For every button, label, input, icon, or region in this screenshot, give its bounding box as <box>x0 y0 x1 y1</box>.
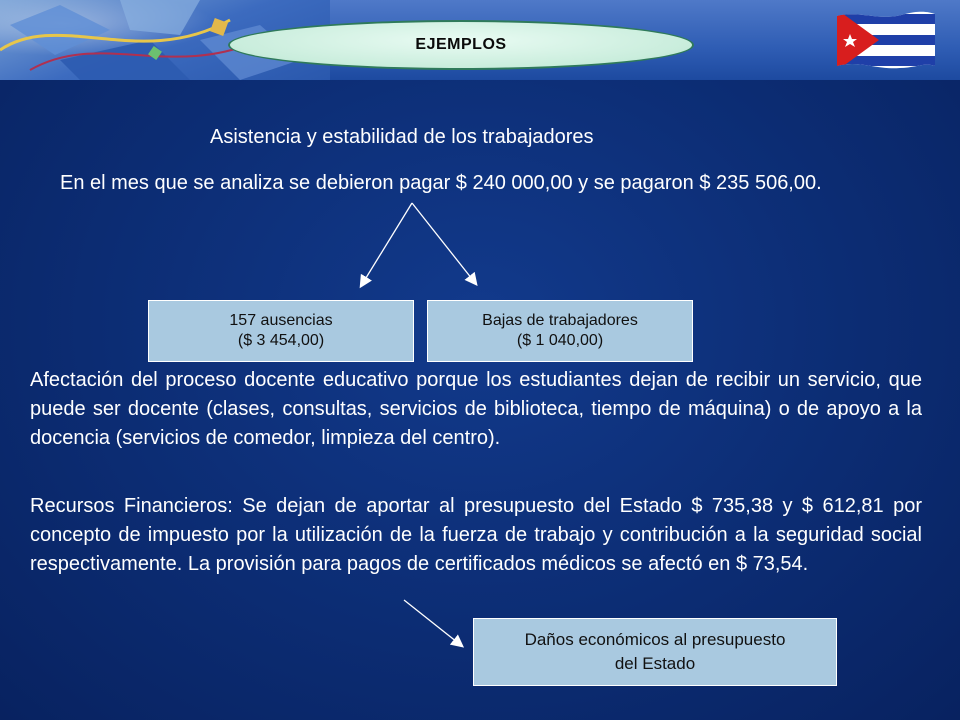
damages-box <box>473 618 837 686</box>
education-impact-paragraph: Afectación del proceso docente educativo porque los estudiantes dejan de recibir un servicio, que puede ser docente (clases, consultas, servicios de biblioteca, tiempo de máquina) o de apoyo a la docencia (servicios de comedor, limpieza del centro). <box>30 369 922 449</box>
payment-paragraph: En el mes que se analiza se debieron pagar $ 240 000,00 y se pagaron $ 235 506,00. <box>60 172 822 194</box>
financial-resources-paragraph: Recursos Financieros: Se dejan de aportar al presupuesto del Estado $ 735,38 y $ 612,81 por concepto de impuesto por la utilización de la fuerza de trabajo y contribución a la seguridad social respectivamente. La provisión para pagos de certificados médicos se afectó en $ 73,54. <box>30 495 922 575</box>
damages-line-1: Daños económicos al presupuesto <box>524 630 786 649</box>
arrow-to-absences <box>361 203 412 286</box>
arrow-to-departures <box>412 203 476 284</box>
absences-amount: ($ 3 454,00) <box>237 332 325 349</box>
arrow-to-damages <box>404 600 462 646</box>
departures-amount: ($ 1 040,00) <box>516 332 604 349</box>
departures-label: Bajas de trabajadores <box>482 312 638 329</box>
departures-box <box>427 300 693 362</box>
slide-subtitle: Asistencia y estabilidad de los trabajadores <box>210 126 594 148</box>
header-title: EJEMPLOS <box>415 36 507 53</box>
damages-line-2: del Estado <box>614 654 696 673</box>
absences-box <box>148 300 414 362</box>
absences-count: 157 ausencias <box>229 312 333 329</box>
